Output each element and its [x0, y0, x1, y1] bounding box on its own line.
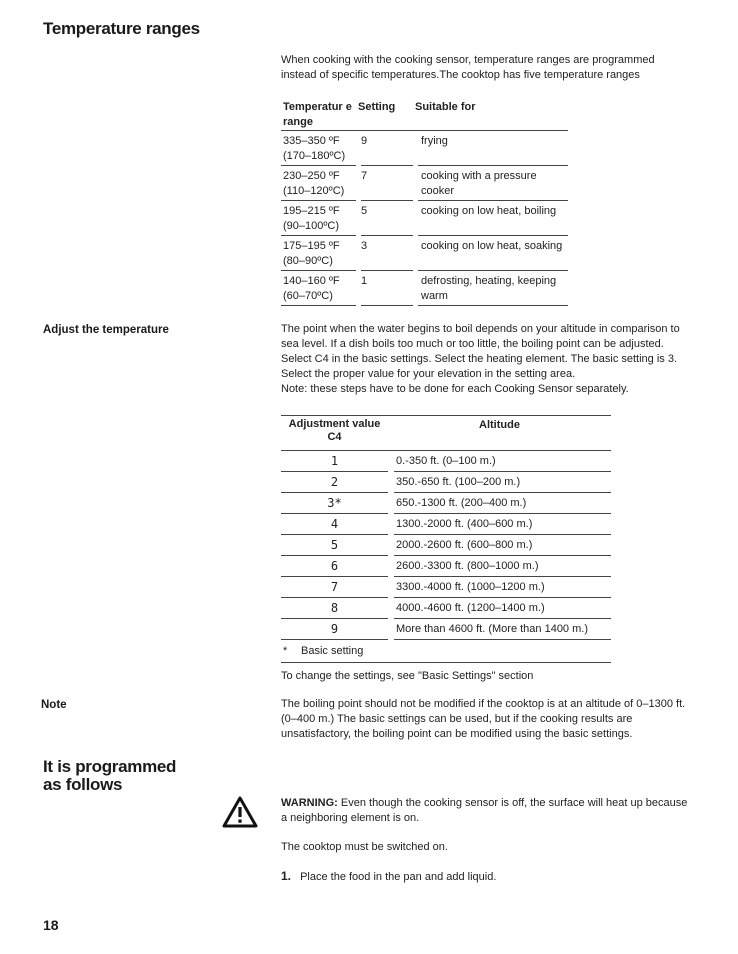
adjust-text-line: The point when the water begins to boil depends on your altitude in comparison to: [281, 323, 680, 335]
header-altitude: Altitude: [479, 419, 520, 431]
temperature-f: 335–350 ºF: [283, 135, 340, 147]
altitude-cell: 0.-350 ft. (0–100 m.): [394, 451, 611, 472]
temperature-range-cell: [281, 239, 356, 271]
note-text: [281, 697, 721, 742]
warning-icon: [222, 796, 258, 828]
temperature-row: [281, 201, 568, 236]
adjust-text-line: Note: these steps have to be done for each Cooking Sensor separately.: [281, 383, 629, 395]
programmed-title-line: as follows: [43, 775, 123, 794]
adjust-text-line: Select C4 in the basic settings. Select the heating element. The basic setting is 3.: [281, 353, 678, 365]
altitude-cell: 650.-1300 ft. (200–400 m.): [394, 493, 611, 514]
adjustment-value-cell: 6: [281, 556, 388, 577]
step-1: [281, 869, 496, 885]
programmed-title: [43, 758, 176, 794]
temperature-range-cell: [281, 134, 356, 166]
header-suitable-for: Suitable for: [415, 101, 476, 113]
altitude-cell: More than 4600 ft. (More than 1400 m.): [394, 619, 611, 640]
suitable-for-cell: cooking on low heat, boiling: [418, 204, 568, 236]
adjustment-value-cell: 2: [281, 472, 388, 493]
adjustment-value-cell: 5: [281, 535, 388, 556]
temperature-table: [281, 97, 568, 306]
temperature-c: (60–70ºC): [283, 290, 333, 302]
adjust-text-line: Select the proper value for your elevation in the setting area.: [281, 368, 576, 380]
temperature-row: [281, 166, 568, 201]
setting-cell: 5: [361, 204, 413, 236]
altitude-table-footnote: [281, 640, 611, 663]
setting-cell: 7: [361, 169, 413, 201]
temperature-f: 230–250 ºF: [283, 170, 340, 182]
header-setting: Setting: [358, 101, 396, 113]
warning-text: [281, 796, 721, 826]
altitude-row: [281, 619, 611, 640]
altitude-row: [281, 514, 611, 535]
intro-text: When cooking with the cooking sensor, temperature ranges are programmed instead of specific temperatures.The cooktop has five temperature ranges: [281, 54, 655, 81]
adjust-text-line: sea level. If a dish boils too much or too little, the boiling point can be adjusted.: [281, 338, 664, 350]
altitude-cell: 4000.-4600 ft. (1200–1400 m.): [394, 598, 611, 619]
temperature-c: (170–180ºC): [283, 150, 346, 162]
temperature-f: 175–195 ºF: [283, 240, 340, 252]
suitable-for-cell: frying: [418, 134, 568, 166]
adjustment-value-cell: 7: [281, 577, 388, 598]
altitude-row: [281, 577, 611, 598]
altitude-table-header: [281, 415, 611, 451]
warning-text-line: a neighboring element is on.: [281, 812, 420, 824]
adjust-temperature-label: Adjust the temperature: [43, 324, 169, 336]
altitude-cell: 1300.-2000 ft. (400–600 m.): [394, 514, 611, 535]
warning-text-line: Even though the cooking sensor is off, the surface will heat up because: [337, 797, 688, 809]
note-label: Note: [41, 699, 67, 711]
change-settings-text: To change the settings, see "Basic Settings" section: [281, 670, 534, 682]
note-text-line: The boiling point should not be modified if the cooktop is at an altitude of 0–1300 ft.: [281, 698, 686, 710]
temperature-c: (90–100ºC): [283, 220, 339, 232]
altitude-cell: 3300.-4000 ft. (1000–1200 m.): [394, 577, 611, 598]
adjustment-value-cell: 4: [281, 514, 388, 535]
footnote-marker: *: [283, 645, 288, 657]
section-title: Temperature ranges: [43, 19, 200, 38]
temperature-c: (110–120ºC): [283, 185, 345, 197]
warning-label: WARNING:: [281, 797, 338, 809]
setting-cell: 9: [361, 134, 413, 166]
altitude-table: [281, 415, 611, 663]
temperature-range-cell: [281, 274, 356, 306]
step-text: Place the food in the pan and add liquid.: [300, 871, 497, 883]
altitude-row: [281, 556, 611, 577]
adjustment-value-cell: 8: [281, 598, 388, 619]
suitable-for-cell: cooking with a pressure cooker: [418, 169, 568, 201]
temperature-f: 195–215 ºF: [283, 205, 340, 217]
temperature-range-cell: [281, 169, 356, 201]
altitude-row: [281, 598, 611, 619]
temperature-range-cell: [281, 204, 356, 236]
adjustment-value-cell: 3*: [281, 493, 388, 514]
altitude-row: [281, 472, 611, 493]
temperature-row: [281, 271, 568, 306]
step-number: 1.: [281, 869, 292, 883]
adjustment-value-cell: 1: [281, 451, 388, 472]
setting-cell: 3: [361, 239, 413, 271]
footnote-text: Basic setting: [301, 645, 364, 657]
note-text-line: (0–400 m.) The basic settings can be used, but if the cooking results are: [281, 713, 633, 725]
suitable-for-cell: defrosting, heating, keeping warm: [418, 274, 568, 306]
altitude-cell: 350.-650 ft. (100–200 m.): [394, 472, 611, 493]
temperature-table-header: [281, 97, 568, 131]
suitable-for-cell: cooking on low heat, soaking: [418, 239, 568, 271]
note-text-line: unsatisfactory, the boiling point can be modified using the basic settings.: [281, 728, 633, 740]
altitude-row: [281, 451, 611, 472]
adjust-text: [281, 322, 721, 397]
header-temperature-range: Temperatur e range: [283, 101, 352, 128]
altitude-cell: 2600.-3300 ft. (800–1000 m.): [394, 556, 611, 577]
setting-cell: 1: [361, 274, 413, 306]
page-number: 18: [43, 917, 59, 933]
adjustment-value-cell: 9: [281, 619, 388, 640]
programmed-title-line: It is programmed: [43, 757, 177, 776]
altitude-row: [281, 493, 611, 514]
altitude-cell: 2000.-2600 ft. (600–800 m.): [394, 535, 611, 556]
temperature-row: [281, 236, 568, 271]
switched-on-text: The cooktop must be switched on.: [281, 841, 448, 853]
temperature-row: [281, 131, 568, 166]
header-adjustment-value: Adjustment value C4: [288, 418, 381, 443]
temperature-f: 140–160 ºF: [283, 275, 340, 287]
altitude-row: [281, 535, 611, 556]
temperature-c: (80–90ºC): [283, 255, 333, 267]
